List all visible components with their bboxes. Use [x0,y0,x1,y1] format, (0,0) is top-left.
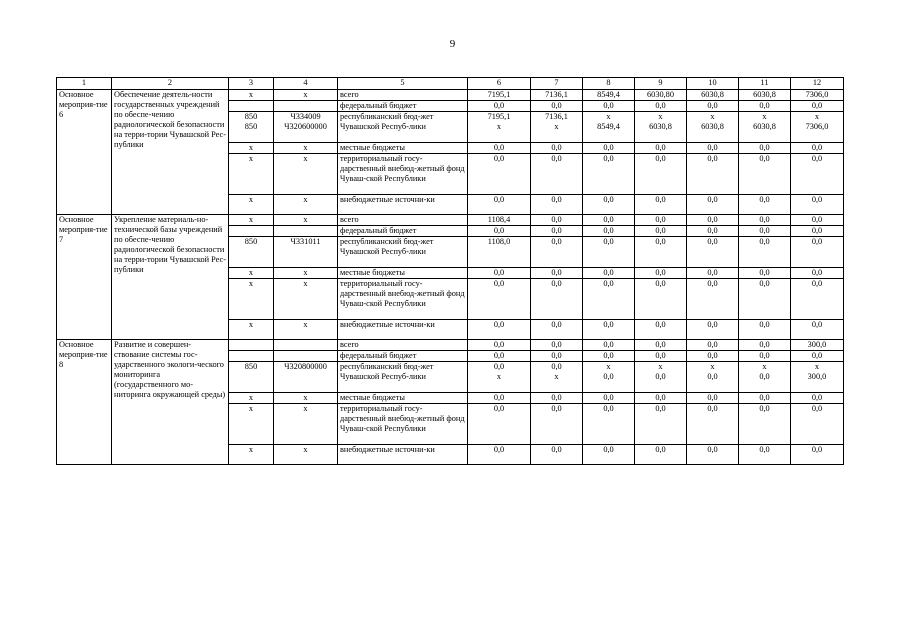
amount-cell: 0,0 [739,404,791,445]
header-row [57,78,844,90]
funding-source-cell: местные бюджеты [338,143,468,154]
amount-cell: 0,0 [583,279,635,320]
grbs-cell: x [229,320,274,340]
amount-cell: 6030,8 [687,90,739,101]
amount-cell: 0,0 [635,195,687,215]
amount-cell: 0,0 [687,268,739,279]
event-description-cell: Укрепление материаль-но-технической базы учреждений по обеспе-чению радиологической безопасности на терри-тории Чувашской Рес-публики [112,215,229,340]
amount-cell: 0,0 [468,101,531,112]
event-description-cell: Развитие и совершен-ствование системы гос-ударственного экологи-ческого мониторинга (государственного мо-ниторинга окружающей среды) [112,340,229,465]
column-number-9: 9 [635,78,687,90]
budget-code-cell: x [274,154,338,195]
amount-cell: 0,0 [739,215,791,226]
amount-cell: 0,0 [791,404,844,445]
amount-cell: x 7306,0 [791,112,844,143]
funding-source-cell: федеральный бюджет [338,101,468,112]
grbs-cell: x [229,90,274,101]
amount-cell: 0,0 [635,320,687,340]
grbs-cell: 850 [229,362,274,393]
column-number-7: 7 [531,78,583,90]
budget-code-cell: x [274,320,338,340]
amount-cell: 0,0 [583,393,635,404]
event-name-cell: Основное мероприя-тие 8 [57,340,112,465]
budget-code-cell: Ч320800000 [274,362,338,393]
amount-cell: 0,0 [791,279,844,320]
funding-source-cell: внебюджетные источни-ки [338,195,468,215]
amount-cell: 0,0 [635,237,687,268]
grbs-cell [229,101,274,112]
amount-cell: 0,0 [468,351,531,362]
budget-code-cell: x [274,268,338,279]
amount-cell: 0,0 [583,445,635,465]
amount-cell: 0,0 [635,101,687,112]
amount-cell: 0,0 [791,268,844,279]
budget-code-cell: Ч331011 [274,237,338,268]
amount-cell: 0,0 [739,195,791,215]
funding-source-cell: местные бюджеты [338,393,468,404]
amount-cell: 0,0 [791,445,844,465]
amount-cell: 0,0 [739,351,791,362]
amount-cell: 0,0 [635,226,687,237]
amount-cell: 0,0 [739,101,791,112]
amount-cell: 0,0 [791,215,844,226]
amount-cell: 0,0 [687,320,739,340]
amount-cell: 0,0 [739,154,791,195]
amount-cell: x 0,0 [687,362,739,393]
amount-cell: 0,0 [791,351,844,362]
amount-cell: 0,0 [583,351,635,362]
amount-cell: 0,0 [791,393,844,404]
funding-source-cell: местные бюджеты [338,268,468,279]
amount-cell: 0,0 [739,226,791,237]
amount-cell: 0,0 [531,320,583,340]
grbs-cell [229,351,274,362]
amount-cell: 0,0 [687,237,739,268]
grbs-cell: x [229,154,274,195]
amount-cell: x 0,0 [739,362,791,393]
amount-cell: 0,0 [739,320,791,340]
amount-cell: 0,0 [583,143,635,154]
budget-code-cell: x [274,393,338,404]
budget-table [56,77,844,465]
amount-cell: 0,0 [687,154,739,195]
column-number-1: 1 [57,78,112,90]
amount-cell: 0,0 [531,237,583,268]
amount-cell: 0,0 [687,351,739,362]
amount-cell: 0,0 [531,351,583,362]
funding-source-cell: республиканский бюд-жет Чувашской Респуб-лики [338,362,468,393]
amount-cell: 0,0 [583,215,635,226]
funding-source-cell: территориальный госу-дарственный внебюд-жетный фонд Чуваш-ской Республики [338,154,468,195]
amount-cell: 1108,4 [468,215,531,226]
amount-cell: 0,0 [468,195,531,215]
funding-source-cell: федеральный бюджет [338,351,468,362]
column-number-8: 8 [583,78,635,90]
amount-cell: 7195,1 x [468,112,531,143]
amount-cell: 7195,1 [468,90,531,101]
funding-source-cell: территориальный госу-дарственный внебюд-жетный фонд Чуваш-ской Республики [338,279,468,320]
grbs-cell: x [229,268,274,279]
amount-cell: x 6030,8 [635,112,687,143]
amount-cell: 7306,0 [791,90,844,101]
grbs-cell: x [229,215,274,226]
amount-cell: 0,0 [635,445,687,465]
grbs-cell: 850 [229,237,274,268]
event-name-cell: Основное мероприя-тие 6 [57,90,112,215]
amount-cell: 0,0 [531,268,583,279]
amount-cell: 0,0 [583,237,635,268]
column-number-4: 4 [274,78,338,90]
amount-cell: 0,0 [739,393,791,404]
amount-cell: 0,0 [635,404,687,445]
amount-cell: 0,0 [583,226,635,237]
funding-source-cell: внебюджетные источни-ки [338,320,468,340]
amount-cell: 0,0 [687,143,739,154]
amount-cell: x 300,0 [791,362,844,393]
amount-cell: 0,0 [739,279,791,320]
table-row [57,90,844,101]
funding-source-cell: внебюджетные источни-ки [338,445,468,465]
amount-cell: 0,0 [739,143,791,154]
amount-cell: 0,0 [635,143,687,154]
grbs-cell [229,340,274,351]
amount-cell: 0,0 [635,340,687,351]
amount-cell: x 6030,8 [687,112,739,143]
column-number-6: 6 [468,78,531,90]
grbs-cell: x [229,279,274,320]
amount-cell: 0,0 [468,445,531,465]
amount-cell: x 8549,4 [583,112,635,143]
amount-cell: 0,0 [468,279,531,320]
funding-source-cell: республиканский бюд-жет Чувашской Респуб-лики [338,112,468,143]
amount-cell: 0,0 [531,154,583,195]
amount-cell: 0,0 [687,445,739,465]
amount-cell: 0,0 [468,154,531,195]
amount-cell: 0,0 [468,226,531,237]
funding-source-cell: всего [338,340,468,351]
amount-cell: 0,0 [739,445,791,465]
amount-cell: 0,0 [531,279,583,320]
table-row [57,215,844,226]
amount-cell: 0,0 [687,340,739,351]
grbs-cell: x [229,143,274,154]
amount-cell: 0,0 [468,340,531,351]
budget-code-cell [274,101,338,112]
grbs-cell [229,226,274,237]
amount-cell: 0,0 [635,154,687,195]
amount-cell: 0,0 [687,393,739,404]
amount-cell: 1108,0 [468,237,531,268]
amount-cell: 300,0 [791,340,844,351]
amount-cell: 0,0 [468,268,531,279]
budget-code-cell [274,351,338,362]
grbs-cell: x [229,404,274,445]
amount-cell: 0,0 [791,195,844,215]
grbs-cell: x [229,195,274,215]
amount-cell: 0,0 [791,143,844,154]
column-number-3: 3 [229,78,274,90]
amount-cell: 0,0 [583,404,635,445]
grbs-cell: x [229,393,274,404]
funding-source-cell: республиканский бюд-жет Чувашской Респуб-лики [338,237,468,268]
amount-cell: 0,0 x [531,362,583,393]
amount-cell: 6030,80 [635,90,687,101]
amount-cell: 0,0 [791,154,844,195]
column-number-12: 12 [791,78,844,90]
page-number: 9 [449,38,456,50]
funding-source-cell: всего [338,90,468,101]
amount-cell: 0,0 [468,393,531,404]
budget-code-cell: x [274,279,338,320]
amount-cell: 0,0 [531,340,583,351]
funding-source-cell: всего [338,215,468,226]
budget-code-cell: x [274,143,338,154]
budget-code-cell [274,226,338,237]
amount-cell: 0,0 [687,101,739,112]
grbs-cell: x [229,445,274,465]
event-description-cell: Обеспечение деятель-ности государственных учреждений по обеспе-чению радиологической безопасности на терри-тории Чувашской Рес-публики [112,90,229,215]
budget-code-cell: Ч334009 Ч320600000 [274,112,338,143]
amount-cell: x 0,0 [635,362,687,393]
funding-source-cell: территориальный госу-дарственный внебюд-жетный фонд Чуваш-ской Республики [338,404,468,445]
budget-code-cell: x [274,445,338,465]
column-number-5: 5 [338,78,468,90]
amount-cell: 0,0 [531,226,583,237]
amount-cell: 0,0 [531,215,583,226]
amount-cell: 0,0 [687,215,739,226]
amount-cell: x 0,0 [583,362,635,393]
amount-cell: 0,0 [583,340,635,351]
column-number-10: 10 [687,78,739,90]
amount-cell: 0,0 [739,340,791,351]
amount-cell: 0,0 [531,445,583,465]
amount-cell: x 6030,8 [739,112,791,143]
amount-cell: 0,0 [531,143,583,154]
amount-cell: 0,0 [583,154,635,195]
amount-cell: 0,0 [791,101,844,112]
budget-code-cell: x [274,195,338,215]
amount-cell: 0,0 [583,320,635,340]
amount-cell: 0,0 [687,226,739,237]
budget-code-cell: x [274,404,338,445]
amount-cell: 0,0 [687,404,739,445]
budget-code-cell: x [274,215,338,226]
amount-cell: 0,0 [635,279,687,320]
amount-cell: 7136,1 [531,90,583,101]
budget-code-cell [274,340,338,351]
amount-cell: 0,0 [531,195,583,215]
amount-cell: 0,0 [583,101,635,112]
column-number-2: 2 [112,78,229,90]
funding-source-cell: федеральный бюджет [338,226,468,237]
amount-cell: 0,0 [531,404,583,445]
amount-cell: 0,0 [583,268,635,279]
amount-cell: 0,0 [791,237,844,268]
amount-cell: 0,0 [739,268,791,279]
amount-cell: 0,0 x [468,362,531,393]
amount-cell: 0,0 [531,393,583,404]
amount-cell: 8549,4 [583,90,635,101]
amount-cell: 0,0 [468,404,531,445]
amount-cell: 0,0 [687,279,739,320]
amount-cell: 7136,1 x [531,112,583,143]
amount-cell: 0,0 [739,237,791,268]
amount-cell: 0,0 [583,195,635,215]
grbs-cell: 850 850 [229,112,274,143]
event-name-cell: Основное мероприя-тие 7 [57,215,112,340]
amount-cell: 0,0 [468,143,531,154]
amount-cell: 0,0 [468,320,531,340]
amount-cell: 0,0 [635,351,687,362]
amount-cell: 0,0 [791,226,844,237]
table-row [57,340,844,351]
amount-cell: 0,0 [635,393,687,404]
amount-cell: 0,0 [791,320,844,340]
budget-code-cell: x [274,90,338,101]
amount-cell: 0,0 [635,215,687,226]
amount-cell: 0,0 [531,101,583,112]
amount-cell: 0,0 [687,195,739,215]
column-number-11: 11 [739,78,791,90]
amount-cell: 0,0 [635,268,687,279]
amount-cell: 6030,8 [739,90,791,101]
